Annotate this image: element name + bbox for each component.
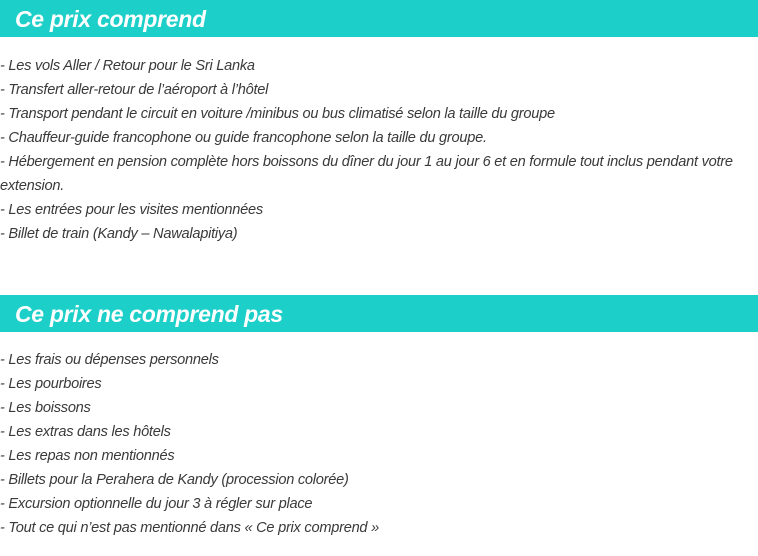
included-item: - Les entrées pour les visites mentionnées <box>0 202 263 218</box>
excluded-item: - Les frais ou dépenses personnels <box>0 352 219 368</box>
included-list <box>0 37 758 246</box>
included-section <box>0 0 758 246</box>
excluded-item: - Excursion optionnelle du jour 3 à régler sur place <box>0 496 313 512</box>
excluded-list <box>0 332 758 540</box>
excluded-item: - Les boissons <box>0 400 91 416</box>
included-item: - Hébergement en pension complète hors boissons du dîner du jour 1 au jour 6 et en formule tout inclus pendant votre extension. <box>0 154 733 194</box>
included-item: - Transport pendant le circuit en voiture /minibus ou bus climatisé selon la taille du groupe <box>0 106 555 122</box>
excluded-item: - Billets pour la Perahera de Kandy (procession colorée) <box>0 472 349 488</box>
included-item: - Les vols Aller / Retour pour le Sri Lanka <box>0 58 255 74</box>
included-item: - Billet de train (Kandy – Nawalapitiya) <box>0 226 238 242</box>
included-title: Ce prix comprend <box>15 5 206 32</box>
excluded-item: - Les repas non mentionnés <box>0 448 175 464</box>
included-item: - Chauffeur-guide francophone ou guide francophone selon la taille du groupe. <box>0 130 487 146</box>
excluded-item: - Les extras dans les hôtels <box>0 424 171 440</box>
excluded-section <box>0 295 758 540</box>
included-banner <box>0 0 758 37</box>
excluded-banner <box>0 295 758 332</box>
excluded-item: - Les pourboires <box>0 376 102 392</box>
included-item: - Transfert aller-retour de l’aéroport à l’hôtel <box>0 82 269 98</box>
excluded-title: Ce prix ne comprend pas <box>15 300 283 327</box>
excluded-item: - Tout ce qui n’est pas mentionné dans « Ce prix comprend » <box>0 520 379 536</box>
